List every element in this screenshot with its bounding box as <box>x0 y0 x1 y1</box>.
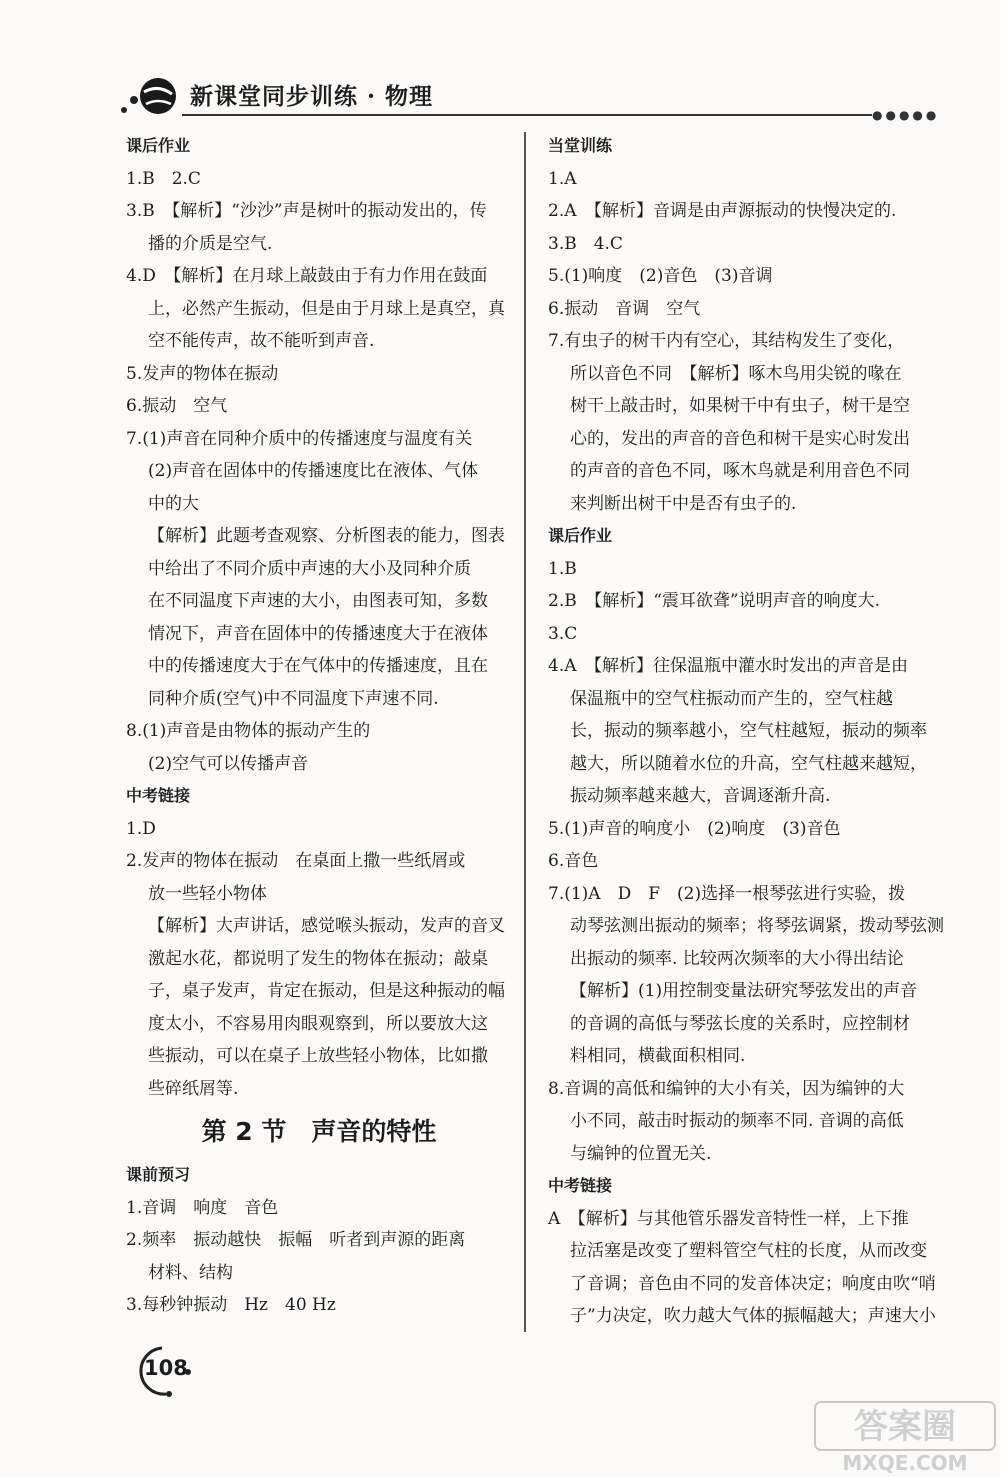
answer-line: 5.(1)响度 (2)音色 (3)音调 <box>548 266 773 286</box>
answer-continuation: 上，必然产生振动，但是由于月球上是真空，真 <box>148 298 505 319</box>
answer-continuation: 出振动的频率. 比较两次频率的大小得出结论 <box>570 948 904 969</box>
right-column <box>548 130 944 1333</box>
answer-line: 5.发声的物体在振动 <box>126 363 279 384</box>
answer-line: 4.A 【解析】往保温瓶中灌水时发出的声音是由 <box>548 656 908 676</box>
answer-continuation: 中的传播速度大于在气体中的传播速度，且在 <box>148 656 488 676</box>
answer-continuation: 些振动，可以在桌子上放些轻小物体，比如撒 <box>148 1046 488 1066</box>
answer-continuation: 长，振动的频率越小，空气柱越短，振动的频率 <box>570 721 927 741</box>
answer-continuation: 树干上敲击时，如果树干中有虫子，树干是空 <box>570 396 910 416</box>
section-title: 第 2 节 声音的特性 <box>201 1117 437 1146</box>
answer-continuation: 【解析】此题考查观察、分析图表的能力，图表 <box>148 526 505 546</box>
answer-continuation: 【解析】(1)用控制变量法研究琴弦发出的声音 <box>570 981 918 1001</box>
answer-continuation: 播的介质是空气. <box>148 233 273 254</box>
answer-line: 1.B 2.C <box>126 168 201 189</box>
answer-line: 2.发声的物体在振动 在桌面上撒一些纸屑或 <box>126 851 466 871</box>
answer-line: 6.振动 音调 空气 <box>548 298 701 319</box>
answer-line: 1.A <box>548 168 577 189</box>
section-heading: 中考链接 <box>548 1176 613 1195</box>
answer-continuation: 与编钟的位置无关. <box>570 1143 712 1164</box>
answer-line: 5.(1)声音的响度小 (2)响度 (3)音色 <box>548 818 841 839</box>
answer-continuation: 的音调的高低与琴弦长度的关系时，应控制材 <box>570 1013 910 1034</box>
answer-continuation: 情况下，声音在固体中的传播速度大于在液体 <box>148 623 488 644</box>
page-header <box>118 74 938 124</box>
page-number: 108 <box>144 1356 188 1380</box>
page-number-badge <box>136 1342 196 1398</box>
answer-continuation: 激起水花，都说明了发生的物体在振动；敲桌 <box>148 948 488 969</box>
answer-line: 3.每秒钟振动 Hz 40 Hz <box>126 1295 336 1315</box>
answer-continuation: 保温瓶中的空气柱振动而产生的，空气柱越 <box>570 688 893 709</box>
answer-continuation: 料相同，横截面积相同. <box>570 1046 746 1066</box>
answer-continuation: 空不能传声，故不能听到声音. <box>148 331 375 351</box>
answer-continuation: 所以音色不同 【解析】啄木鸟用尖锐的喙在 <box>570 363 902 384</box>
answer-continuation: 拉活塞是改变了塑料管空气柱的长度，从而改变 <box>570 1241 927 1261</box>
answer-continuation: 越大，所以随着水位的升高，空气柱越来越短， <box>570 753 927 774</box>
section-heading: 课后作业 <box>126 136 191 155</box>
answer-continuation: 度太小，不容易用肉眼观察到，所以要放大这 <box>148 1013 488 1034</box>
answer-line: 1.B <box>548 558 577 579</box>
answer-continuation: 材料、结构 <box>148 1262 233 1283</box>
answer-line: 6.音色 <box>548 851 599 871</box>
header-title: 新课堂同步训练 · 物理 <box>190 83 434 110</box>
answer-line: 1.D <box>126 818 156 839</box>
answer-continuation: 振动频率越来越大，音调逐渐升高. <box>570 786 831 806</box>
answer-line: 7.(1)A D F (2)选择一根琴弦进行实验，拨 <box>548 883 906 904</box>
answer-continuation: 中的大 <box>148 493 199 514</box>
section-heading: 中考链接 <box>126 786 191 805</box>
answer-line: 2.A 【解析】音调是由声源振动的快慢决定的. <box>548 201 897 221</box>
answer-continuation: 子”力决定，吹力越大气体的振幅越大；声速大小 <box>570 1306 936 1326</box>
watermark-logo <box>810 1400 1000 1477</box>
section-heading: 课前预习 <box>126 1165 191 1184</box>
ball-logo-icon <box>118 74 182 118</box>
left-column <box>126 130 512 1322</box>
answer-line: 2.频率 振动越快 振幅 听者到声源的距离 <box>126 1230 466 1250</box>
answer-continuation: 子，桌子发声，肯定在振动，但是这种振动的幅 <box>148 981 505 1001</box>
answer-continuation: 了音调；音色由不同的发音体决定；响度由吹“哨 <box>570 1273 936 1294</box>
section-heading: 当堂训练 <box>548 136 613 155</box>
answer-continuation: 在不同温度下声速的大小，由图表可知，多数 <box>148 591 488 611</box>
answer-continuation: 些碎纸屑等. <box>148 1078 239 1099</box>
answer-line: 6.振动 空气 <box>126 396 228 416</box>
answer-continuation: 放一些轻小物体 <box>148 883 267 904</box>
answer-line: 8.音调的高低和编钟的大小有关，因为编钟的大 <box>548 1078 905 1099</box>
answer-line: 3.B 【解析】“沙沙”声是树叶的振动发出的，传 <box>126 201 487 221</box>
answer-continuation: (2)空气可以传播声音 <box>148 753 309 774</box>
answer-continuation: 动琴弦测出振动的频率；将琴弦调紧，拨动琴弦测 <box>570 916 944 936</box>
header-rule <box>182 114 872 116</box>
header-dots: ●●●●● <box>872 108 940 122</box>
answer-continuation: (2)声音在固体中的传播速度比在液体、气体 <box>148 461 479 481</box>
section-heading: 课后作业 <box>548 526 613 545</box>
svg-text:MXQE.COM: MXQE.COM <box>842 1451 968 1475</box>
answer-line: 2.B 【解析】“震耳欲聋”说明声音的响度大. <box>548 591 880 611</box>
answer-continuation: 的声音的音色不同，啄木鸟就是利用音色不同 <box>570 461 910 481</box>
answer-continuation: 中给出了不同介质中声速的大小及同种介质 <box>148 558 471 579</box>
answer-line: 3.B 4.C <box>548 233 623 254</box>
answer-continuation: 【解析】大声讲话，感觉喉头振动，发声的音叉 <box>148 916 505 936</box>
answer-line: 3.C <box>548 623 578 644</box>
answer-line: 4.D 【解析】在月球上敲鼓由于有力作用在鼓面 <box>126 266 488 286</box>
answer-line: A 【解析】与其他管乐器发音特性一样，上下推 <box>548 1208 909 1229</box>
column-divider <box>524 132 526 1332</box>
answer-continuation: 同种介质(空气)中不同温度下声速不同. <box>148 688 439 709</box>
answer-line: 7.(1)声音在同种介质中的传播速度与温度有关 <box>126 428 473 449</box>
svg-text:答案圈: 答案圈 <box>854 1407 956 1447</box>
answer-continuation: 小不同，敲击时振动的频率不同. 音调的高低 <box>570 1111 904 1131</box>
answer-continuation: 来判断出树干中是否有虫子的. <box>570 493 797 514</box>
answer-line: 8.(1)声音是由物体的振动产生的 <box>126 721 371 741</box>
answer-line: 1.音调 响度 音色 <box>126 1197 279 1218</box>
answer-continuation: 心的，发出的声音的音色和树干是实心时发出 <box>570 428 910 449</box>
answer-line: 7.有虫子的树干内有空心，其结构发生了变化， <box>548 331 905 351</box>
